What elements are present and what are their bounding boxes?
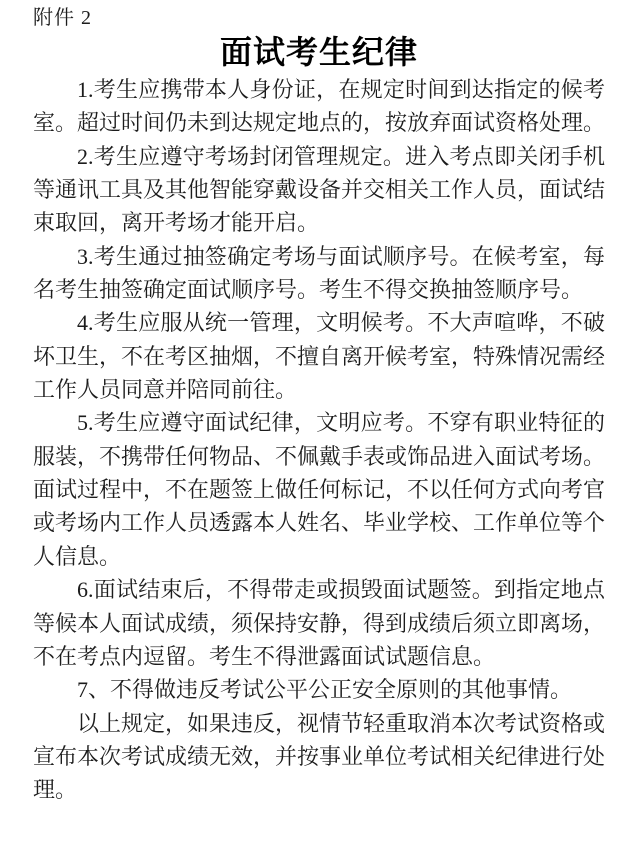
document-title: 面试考生纪律 xyxy=(219,34,418,70)
attachment-label: 附件 2 xyxy=(33,7,92,29)
closing-paragraph: 以上规定，如果违反，视情节轻重取消本次考试资格或宣布本次考试成绩无效，并按事业单位考试相关纪律进行处理。 xyxy=(33,710,606,803)
rule-paragraph-3: 3.考生通过抽签确定考场与面试顺序号。在候考室，每名考生抽签确定面试顺序号。考生不得交换抽签顺序号。 xyxy=(33,243,605,303)
document-body xyxy=(33,73,605,807)
rule-paragraph-2: 2.考生应遵守考场封闭管理规定。进入考点即关闭手机等通讯工具及其他智能穿戴设备并交相关工作人员，面试结束取回，离开考场才能开启。 xyxy=(33,143,606,236)
rule-paragraph-7: 7、不得做违反考试公平公正安全原则的其他事情。 xyxy=(77,677,573,703)
rule-paragraph-4: 4.考生应服从统一管理，文明候考。不大声喧哗，不破坏卫生，不在考区抽烟，不擅自离开候考室，特殊情况需经工作人员同意并陪同前往。 xyxy=(33,310,606,403)
rule-paragraph-1: 1.考生应携带本人身份证，在规定时间到达指定的候考室。超过时间仍未到达规定地点的，按放弃面试资格处理。 xyxy=(33,77,606,136)
rule-paragraph-5: 5.考生应遵守面试纪律，文明应考。不穿有职业特征的服装，不携带任何物品、不佩戴手表或饰品进入面试考场。面试过程中，不在题签上做任何标记，不以任何方式向考官或考场内工作人员透露本人姓名、毕业学校、工作单位等个人信息。 xyxy=(33,410,606,569)
rule-paragraph-6: 6.面试结束后，不得带走或损毁面试题签。到指定地点等候本人面试成绩，须保持安静，得到成绩后须立即离场，不在考点内逗留。考生不得泄露面试试题信息。 xyxy=(33,577,606,669)
